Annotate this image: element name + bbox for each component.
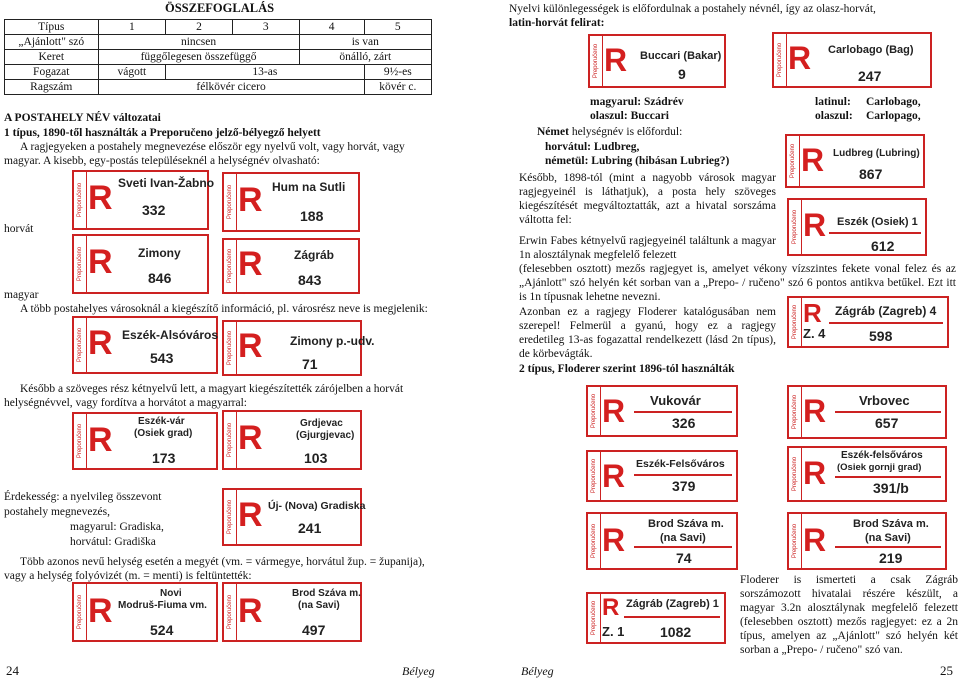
stamp-r: R	[803, 393, 827, 429]
stamp-ludbreg	[785, 134, 925, 188]
stamp-number: 379	[672, 478, 696, 494]
table-row	[5, 65, 432, 80]
stamp-side-text: Preporučeno	[77, 182, 83, 218]
stamp-r: R	[238, 419, 263, 457]
stamp-place-sub: (Gjurgjevac)	[296, 430, 355, 441]
stamp-place: Zimony p.-udv.	[290, 334, 375, 348]
footer-logo-right: Bélyeg	[521, 664, 554, 678]
stamp-side-text: Preporučeno	[77, 594, 83, 630]
stamp-side	[590, 36, 603, 86]
stamp-sveti-ivan-zabno	[72, 170, 215, 230]
stamp-number: 524	[150, 622, 174, 638]
stamp-side-text: Preporučeno	[227, 184, 233, 220]
stamp-place-sub: (Osiek grad)	[134, 428, 193, 439]
stamp-eszek-felsovaros-osiek	[787, 446, 947, 502]
stamp-place: Zágráb	[294, 248, 335, 262]
nemetul-lubring: németül: Lubring (hibásan Lubrieg?)	[545, 155, 730, 167]
label-magyarul-szadrev: magyarul: Szádrév	[590, 96, 684, 108]
stamp-number: 846	[148, 270, 172, 286]
stamp-place: Grdjevac	[300, 418, 343, 429]
stamp-place: Sveti Ivan-Žabno	[118, 176, 215, 190]
stamp-r: R	[604, 42, 628, 78]
stamp-number: 71	[302, 356, 318, 372]
stamp-r: R	[238, 496, 263, 534]
table-cell: is van	[299, 35, 431, 50]
stamp-place: Eszék-felsőváros	[841, 450, 923, 461]
paragraph-1b: magyar. A kisebb, egy-postás településeknél a helységnév olvasható:	[4, 155, 320, 167]
stamp-r: R	[238, 592, 263, 630]
stamp-number: 391/b	[873, 480, 909, 496]
stamp-vrbovec	[787, 385, 947, 439]
stamp-place: Zimony	[138, 246, 181, 260]
stamp-z: Z. 1	[602, 624, 625, 639]
stamp-number: 247	[858, 68, 882, 84]
stamp-r: R	[803, 207, 827, 243]
paragraph-3a: Később a szöveges rész kétnyelvű lett, a magyart kiegészítették zárójelben a horvát	[20, 383, 404, 395]
nemet-bold: Német	[537, 126, 569, 138]
intro-b: latin-horvát felirat:	[509, 17, 605, 29]
stamp-hum-na-sutli	[222, 172, 360, 232]
stamp-place: Brod Száva m.	[853, 518, 929, 530]
stamp-number: 173	[152, 450, 176, 466]
stamp-uj-nova-gradiska	[222, 488, 366, 546]
paragraph-r2: Erwin Fabes kétnyelvű ragjegyeinél találtunk a magyar 1n alosztálynak megfelelő felezett	[519, 235, 776, 261]
stamp-r: R	[88, 243, 113, 281]
stamp-divider	[835, 476, 941, 478]
label-olaszul-2: olaszul:	[815, 110, 853, 122]
stamp-zagreb-1	[586, 592, 726, 644]
stamp-side-text: Preporučeno	[77, 327, 83, 363]
stamp-place: Új- (Nova) Gradiska	[268, 500, 366, 512]
stamp-side	[74, 172, 87, 228]
stamp-place: Novi	[160, 588, 182, 599]
stamp-side-text: Preporučeno	[591, 393, 597, 429]
stamp-place-sub: (na Savi)	[298, 600, 340, 611]
label-olaszul-buccari: olaszul: Buccari	[590, 110, 669, 122]
table-row	[5, 20, 432, 35]
stamp-number: 332	[142, 202, 166, 218]
stamp-vukovar	[586, 385, 738, 437]
stamp-divider	[634, 546, 732, 548]
stamp-side	[74, 584, 87, 640]
stamp-carlobago	[772, 32, 932, 88]
stamp-divider	[624, 616, 720, 618]
stamp-novi-modrus-fiuma	[72, 582, 218, 642]
paragraph-4c: magyarul: Gradiska,	[70, 521, 164, 533]
label-magyar: magyar	[4, 289, 39, 301]
table-cell: 2	[166, 20, 233, 35]
stamp-side	[588, 452, 601, 500]
stamp-zimony	[72, 234, 209, 294]
stamp-number: 326	[672, 415, 696, 431]
stamp-place: Eszék (Osiek) 1	[837, 216, 918, 228]
stamp-place: Buccari (Bakar)	[640, 50, 722, 62]
stamp-side-text: Preporučeno	[790, 143, 796, 179]
stamp-place: Brod Száva m.	[648, 518, 724, 530]
stamp-side-text: Preporučeno	[591, 600, 597, 636]
stamp-side-text: Preporučeno	[77, 246, 83, 282]
stamp-brod-szava-left	[222, 582, 362, 642]
stamp-r: R	[803, 522, 827, 558]
nemet-line	[537, 125, 682, 139]
stamp-side	[224, 322, 237, 374]
stamp-r: R	[803, 298, 822, 328]
heading-type1: 1 típus, 1890-től használták a Preporučeno jelző-bélyegző helyett	[4, 127, 321, 139]
stamp-side-text: Preporučeno	[227, 248, 233, 284]
table-row	[5, 50, 432, 65]
stamp-divider	[829, 232, 921, 234]
stamp-eszek-felsovaros	[586, 450, 738, 502]
label-horvat: horvát	[4, 223, 34, 235]
intro-a	[509, 2, 876, 16]
table-cell: nincsen	[98, 35, 299, 50]
stamp-side	[588, 514, 601, 568]
heading-name-variants: A POSTAHELY NÉV változatai	[4, 112, 161, 124]
stamp-eszek-var	[72, 412, 218, 470]
stamp-divider	[835, 411, 941, 413]
stamp-r: R	[88, 421, 113, 459]
stamp-side-text: Preporučeno	[792, 523, 798, 559]
stamp-number: 843	[298, 272, 322, 288]
stamp-side	[588, 387, 601, 435]
stamp-number: 867	[859, 166, 883, 182]
stamp-side	[789, 298, 802, 346]
stamp-number: 598	[869, 328, 893, 344]
stamp-r: R	[602, 594, 620, 621]
stamp-number: 657	[875, 415, 899, 431]
table-cell: 3	[232, 20, 299, 35]
stamp-divider	[634, 411, 732, 413]
paragraph-4a: Érdekesség: a nyelvileg összevont	[4, 491, 162, 503]
stamp-side-text: Preporučeno	[591, 523, 597, 559]
table-cell: „Ajánlott" szó	[5, 35, 99, 50]
stamp-side	[224, 240, 237, 292]
page-number-left: 24	[6, 663, 19, 678]
paragraph-r1: Később, 1898-tól (mint a nagyobb városok magyar ragjegyeinél is láthatjuk), a posta hely szöveges kiegészítését megváltoztatták, azt a hivatal sorszáma váltotta fel:	[519, 172, 776, 226]
stamp-number: 543	[150, 350, 174, 366]
stamp-side	[74, 318, 87, 372]
stamp-place: Eszék-vár	[138, 416, 185, 427]
stamp-side	[787, 136, 800, 186]
table-cell: kövér c.	[364, 80, 431, 95]
stamp-side	[224, 584, 237, 640]
stamp-side	[74, 414, 87, 468]
stamp-place: Brod Száva m.	[292, 588, 361, 599]
stamp-place: Vukovár	[650, 393, 701, 408]
intro-a-text: Nyelvi különlegességek is előfordulnak a postahely névnél, így az olasz-horvát,	[509, 3, 876, 15]
table-cell: Ragszám	[5, 80, 99, 95]
stamp-side-text: Preporučeno	[227, 499, 233, 535]
table-cell: 9½-es	[364, 65, 431, 80]
stamp-place: Eszék-Alsóváros	[122, 328, 219, 342]
table-cell: Fogazat	[5, 65, 99, 80]
stamp-r: R	[88, 592, 113, 630]
stamp-r: R	[88, 324, 113, 362]
table-cell: Típus	[5, 20, 99, 35]
nemet-rest: helységnév is előfordul:	[568, 126, 683, 138]
stamp-r: R	[801, 142, 825, 178]
paragraph-5a: Több azonos nevű helység esetén a megyét (vm. = vármegye, horvátul žup. = županija),	[20, 556, 425, 568]
stamp-side	[774, 34, 787, 86]
stamp-side-text: Preporučeno	[227, 594, 233, 630]
table-cell: 13-as	[166, 65, 364, 80]
stamp-number: 241	[298, 520, 322, 536]
stamp-number: 497	[302, 622, 326, 638]
stamp-side	[588, 594, 601, 642]
stamp-r: R	[602, 522, 626, 558]
paragraph-1a: A ragjegyeken a postahely megnevezése először egy nyelvű volt, vagy horvát, vagy	[20, 141, 405, 153]
stamp-side-text: Preporučeno	[777, 42, 783, 78]
table-cell: 5	[364, 20, 431, 35]
stamp-side	[224, 412, 237, 468]
page-number-right: 25	[940, 663, 953, 678]
stamp-place: Hum na Sutli	[272, 180, 346, 194]
paragraph-4b: postahely megnevezés,	[4, 506, 111, 518]
paragraph-r5: Floderer is ismerteti a csak Zágráb sorszámozott hivatalai részére készült, a magyar 3.2n alosztálynak megfelelő felezett (felesebben osztott) mezős ragjegyet: ez a 2n típus, amelyen az „Ajánlott" szó helyén két sorban a „Prepo- / ručeno" szó van.	[740, 574, 958, 656]
heading-type2: 2 típus, Floderer szerint 1896-tól használták	[519, 363, 735, 375]
stamp-grdjevac	[222, 410, 362, 470]
stamp-side-text: Preporučeno	[593, 43, 599, 79]
stamp-side	[789, 200, 802, 254]
paragraph-3b: helységnévvel, vagy fordítva a horvátot a magyarral:	[4, 397, 248, 409]
stamp-z: Z. 4	[803, 326, 826, 341]
stamp-number: 103	[304, 450, 328, 466]
stamp-place: Zágráb (Zagreb) 4	[835, 304, 937, 318]
stamp-number: 74	[676, 550, 692, 566]
stamp-place-sub: (na Savi)	[865, 532, 911, 544]
stamp-r: R	[238, 245, 263, 283]
stamp-place-sub: (na Savi)	[660, 532, 706, 544]
stamp-zagrab	[222, 238, 360, 294]
stamp-side-text: Preporučeno	[227, 422, 233, 458]
horvatul-ludbreg: horvátul: Ludbreg,	[545, 141, 640, 153]
stamp-place-sub: Modruš-Fiuma vm.	[118, 600, 207, 611]
stamp-buccari	[588, 34, 726, 88]
summary-title: ÖSSZEFOGLALÁS	[165, 1, 275, 15]
stamp-side-text: Preporučeno	[591, 458, 597, 494]
stamp-number: 219	[879, 550, 903, 566]
stamp-divider	[835, 546, 941, 548]
stamp-r: R	[88, 179, 113, 217]
stamp-r: R	[803, 455, 827, 491]
table-cell: 4	[299, 20, 364, 35]
stamp-divider	[829, 322, 943, 324]
stamp-side	[224, 490, 237, 544]
stamp-side-text: Preporučeno	[792, 394, 798, 430]
stamp-side	[224, 174, 237, 230]
value-latinul: Carlobago,	[866, 96, 921, 108]
stamp-place: Zágráb (Zagreb) 1	[626, 598, 719, 610]
stamp-side-text: Preporučeno	[227, 330, 233, 366]
stamp-side-text: Preporučeno	[77, 423, 83, 459]
stamp-brod-szava-74	[586, 512, 738, 570]
stamp-r: R	[602, 458, 626, 494]
stamp-r: R	[602, 393, 626, 429]
table-cell: 1	[98, 20, 166, 35]
stamp-side	[789, 448, 802, 500]
stamp-number: 612	[871, 238, 895, 254]
stamp-side	[789, 387, 802, 437]
stamp-number: 188	[300, 208, 324, 224]
stamp-side	[789, 514, 802, 568]
table-cell: vágott	[98, 65, 166, 80]
stamp-place: Ludbreg (Lubring)	[833, 148, 920, 159]
paragraph-4d: horvátul: Gradiška	[70, 536, 156, 548]
label-latinul: latinul:	[815, 96, 851, 108]
table-row	[5, 80, 432, 95]
table-cell: függőlegesen összefüggő	[98, 50, 299, 65]
table-cell: félkövér cicero	[98, 80, 364, 95]
stamp-place: Vrbovec	[859, 393, 910, 408]
stamp-r: R	[238, 181, 263, 219]
stamp-eszek-alsovaros	[72, 316, 218, 374]
footer-logo-left: Bélyeg	[402, 664, 435, 678]
stamp-side-text: Preporučeno	[792, 456, 798, 492]
stamp-place-sub: (Osiek gornji grad)	[837, 462, 922, 473]
stamp-r: R	[788, 40, 812, 76]
paragraph-2: A több postahelyes városoknál a kiegészítő információ, pl. városrész neve is megjelenik:	[20, 303, 428, 315]
stamp-divider	[634, 474, 732, 476]
stamp-zagreb-4	[787, 296, 949, 348]
paragraph-r3: (felesebben osztott) mezős ragjegyet is, amelyet vékony vízszintes fekete vonal felez és az „Ajánlott" szó helyén két sorban van a „Prepo- / ručeno" szó 6 pontos antikva betűkel. Ezt itt is 1n típusnak lehetne neveznі.	[519, 263, 956, 303]
stamp-place: Carlobago (Bag)	[828, 44, 914, 56]
table-row	[5, 35, 432, 50]
table-cell: önálló, zárt	[299, 50, 431, 65]
stamp-side-text: Preporučeno	[792, 304, 798, 340]
stamp-brod-szava-219	[787, 512, 947, 570]
stamp-r: R	[238, 327, 263, 365]
summary-table	[4, 19, 432, 95]
stamp-side	[74, 236, 87, 292]
value-olaszul-2: Carlopago,	[866, 110, 921, 122]
paragraph-r4: Azonban ez a ragjegy Floderer katalógusában nem szerepel! Felmerül a gyanú, hogy ez a ragjegy eredetileg 13-as fogazattal rendelkezett (lásd 2n típus), de körbevágták.	[519, 306, 776, 360]
stamp-side-text: Preporučeno	[792, 209, 798, 245]
stamp-eszek-osiek-1	[787, 198, 927, 256]
stamp-zimony-p-udv	[222, 320, 375, 376]
stamp-number: 9	[678, 66, 686, 82]
stamp-number: 1082	[660, 624, 692, 640]
paragraph-5b: vagy a helység folyóvizét (m. = menti) is feltüntették:	[4, 570, 252, 582]
stamp-place: Eszék-Felsőváros	[636, 458, 725, 470]
table-cell: Keret	[5, 50, 99, 65]
